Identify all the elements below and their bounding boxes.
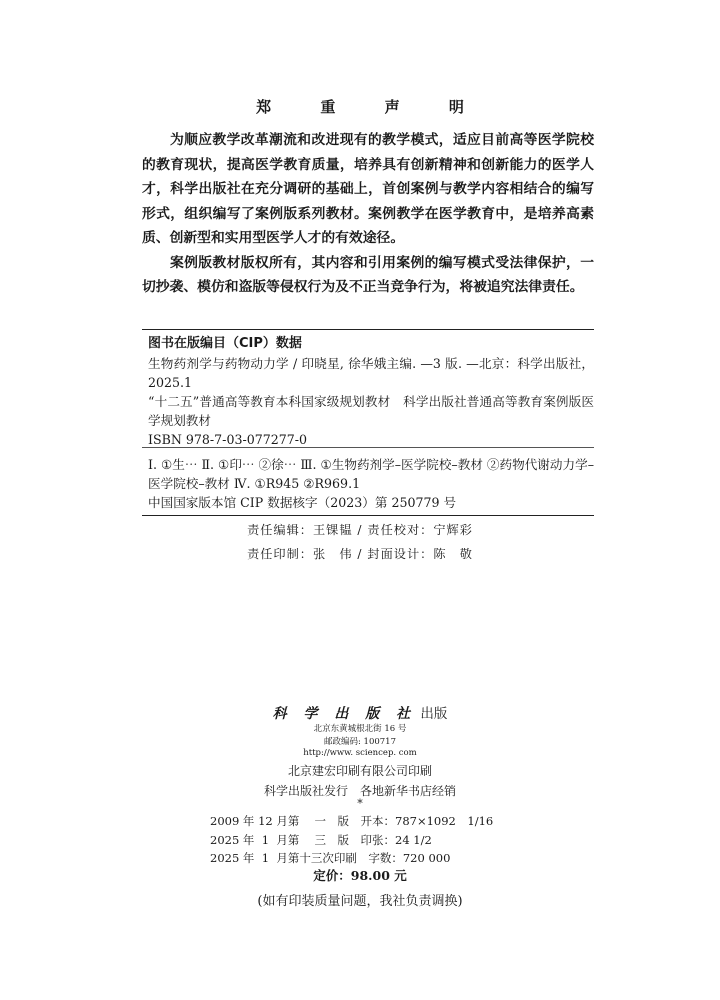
cip-record (148, 354, 594, 449)
cip-book-entry: 生物药剂学与药物动力学 / 印晓星, 徐华娥主编. —3 版. —北京：科学出版社，2025.1 (148, 356, 594, 390)
price-line: 定价：98.00 元 (313, 868, 407, 883)
cip-isbn: ISBN 978-7-03-077277-0 (148, 432, 308, 447)
separator-asterisk: * (357, 797, 363, 810)
publisher-suffix: 出版 (420, 706, 448, 722)
cip-series: “十二五”普通高等教育本科国家级规划教材 科学出版社普通高等教育案例版医学规划教材 (148, 394, 594, 428)
printer-line: 北京建宏印刷有限公司印刷 (287, 764, 432, 778)
cip-heading: 图书在版编目（CIP）数据 (148, 336, 302, 351)
publisher-website: http://www. sciencep. com (303, 748, 417, 758)
cip-subjects: Ⅰ. ①生⋯ Ⅱ. ①印⋯ ②徐⋯ Ⅲ. ①生物药剂学–医学院校–教材 ②药物代谢动力学–医学院校–教材 Ⅳ. ①R945 ②R969.1 (148, 457, 594, 491)
responsibility-line-2: 责任印制：张 伟 / 封面设计：陈 敬 (247, 547, 473, 561)
publisher-address: 北京东黄城根北街 16 号 (313, 724, 407, 734)
publisher-postcode: 邮政编码: 100717 (323, 737, 396, 747)
publisher-logo-name: 科 学 出 版 社 (272, 706, 417, 722)
responsibility-line-1: 责任编辑：王锞韫 / 责任校对：宁辉彩 (247, 523, 473, 537)
declaration-body (142, 128, 594, 300)
cip-bottom-rule (142, 515, 594, 516)
declaration-title: 郑 重 声 明 (256, 98, 486, 116)
quality-notice: (如有印装质量问题，我社负责调换) (257, 894, 463, 909)
distribution-line: 科学出版社发行 各地新华书店经销 (263, 784, 456, 798)
cip-separator (142, 447, 594, 448)
edition-line-1: 2009 年 12 月第 一 版 开本：787×1092 1/16 (210, 814, 494, 828)
cip-top-rule (142, 329, 594, 330)
edition-line-2: 2025 年 1 月第 三 版 印张：24 1/2 (210, 833, 432, 847)
declaration-paragraph-2: 案例版教材版权所有，其内容和引用案例的编写模式受法律保护，一切抄袭、模仿和盗版等侵权行为及不正当竞争行为，将被追究法律责任。 (142, 254, 594, 295)
cip-verification: 中国国家版本馆 CIP 数据核字（2023）第 250779 号 (148, 495, 457, 510)
publisher-line (0, 702, 720, 723)
edition-line-3: 2025 年 1 月第十三次印刷 字数：720 000 (210, 851, 451, 865)
declaration-paragraph-1: 为顺应教学改革潮流和改进现有的教学模式，适应目前高等医学院校的教育现状，提高医学教育质量，培养具有创新精神和创新能力的医学人才，科学出版社在充分调研的基础上，首创案例与教学内容相结合的编写形式，组织编写了案例版系列教材。案例教学在医学教育中，是培养高素质、创新型和实用型医学人才的有效途径。 (142, 132, 594, 246)
cip-classification (148, 455, 594, 512)
